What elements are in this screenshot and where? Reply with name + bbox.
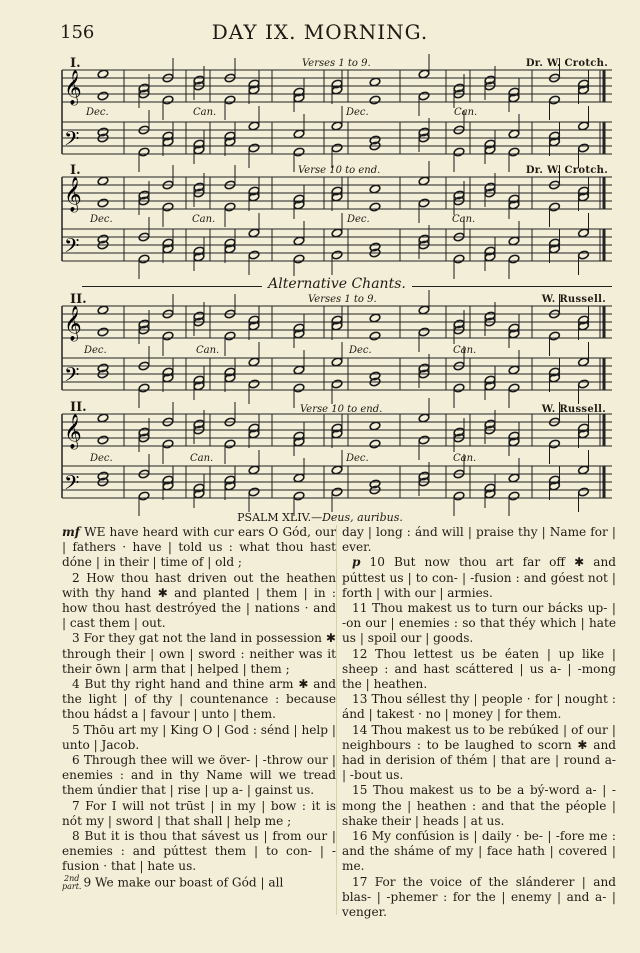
chant-label-can: Can. [193, 107, 217, 118]
note-head [248, 379, 260, 389]
chant-number: I. [70, 163, 81, 178]
psalm-verse [62, 875, 336, 891]
part-marker-bottom: part. [62, 881, 82, 891]
note-head [97, 176, 109, 186]
note-head [293, 365, 305, 375]
note-head [248, 465, 260, 475]
verse-text: 10 But now thou art far off ✱ and púttest us | to con- | -fusion : and góest not | forth | with our | armies. [342, 555, 616, 600]
treble-clef-icon: 𝄞 [64, 306, 82, 341]
chant-block [62, 163, 612, 273]
note-head [418, 305, 430, 315]
note-head [97, 413, 109, 423]
note-head [138, 383, 150, 393]
psalm-subtitle: Deus, auribus. [322, 511, 403, 524]
column-divider [336, 525, 337, 915]
chant-label-dec: Dec. [86, 107, 109, 118]
note-head [508, 383, 520, 393]
note-head [578, 487, 590, 497]
verse-text: WE have heard with cur ears O Gód, our | fathers · have | told us : what thou hast dóne | in their | time of | old ; [62, 525, 336, 570]
note-head [578, 143, 590, 153]
note-head [331, 143, 343, 153]
note-head [248, 250, 260, 260]
chant-number: II. [70, 292, 87, 307]
page-title: DAY IX. MORNING. [211, 20, 429, 44]
psalm-title: PSALM XLIV.— [237, 511, 323, 524]
bass-clef-icon: 𝄢 [64, 234, 80, 262]
note-head [508, 365, 520, 375]
note-head [331, 357, 343, 367]
note-head [418, 327, 430, 337]
chant-label-can: Can. [190, 453, 214, 464]
chant-composer: Dr. W. Crotch. [525, 165, 608, 176]
treble-clef-icon: 𝄞 [64, 177, 82, 212]
note-head [369, 77, 381, 87]
note-head [162, 202, 174, 212]
note-head [162, 331, 174, 341]
music-staff-score [62, 292, 612, 402]
note-head [369, 202, 381, 212]
chant-block [62, 56, 612, 166]
psalm-column-right [342, 525, 616, 920]
note-head [418, 69, 430, 79]
note-head [369, 331, 381, 341]
note-head [549, 95, 561, 105]
note-head [508, 236, 520, 246]
music-staff-score [62, 163, 612, 273]
note-head [331, 487, 343, 497]
verse-text: 9 We make our boast of Gód | all [83, 875, 284, 890]
note-head [578, 465, 590, 475]
chant-verses: Verse 10 to end. [300, 404, 383, 415]
note-head [293, 473, 305, 483]
psalm-verse: 2 How thou hast driven out the heathen with thy hand ✱ and planted | them | in : how thou hast destróyed the | nations · and | cast them | out. [62, 570, 336, 631]
music-staff-score [62, 56, 612, 166]
note-head [138, 254, 150, 264]
chant-composer: W. Russell. [541, 404, 606, 415]
chant-label-dec: Dec. [90, 214, 113, 225]
note-head [453, 254, 465, 264]
bass-clef-icon: 𝄢 [64, 363, 80, 391]
psalm-verse: 8 But it is thou that sávest us | from our | enemies : and púttest them | to con- | -fusion · that | hate us. [62, 829, 336, 874]
chant-label-can: Can. [453, 453, 477, 464]
note-head [224, 331, 236, 341]
note-head [508, 473, 520, 483]
psalm-verse: 12 Thou lettest us be éaten | up like | sheep : and hast scáttered | us a- | -mong the | heathen. [342, 646, 616, 692]
note-head [224, 202, 236, 212]
chant-verses: Verses 1 to 9. [302, 58, 371, 69]
psalm-verse: 7 For I will not trūst | in my | bow : it is nót my | sword | that shall | help me ; [62, 798, 336, 828]
note-head [224, 95, 236, 105]
chant-verses: Verses 1 to 9. [308, 294, 377, 305]
note-head [369, 184, 381, 194]
note-head [248, 228, 260, 238]
note-head [418, 91, 430, 101]
bass-clef-icon: 𝄢 [64, 127, 80, 155]
note-head [97, 69, 109, 79]
dynamic-marking: mf [62, 525, 80, 539]
note-head [97, 305, 109, 315]
music-staff-score [62, 400, 612, 510]
psalm-verse: 5 Thōu art my | King O | God : sénd | help | unto | Jacob. [62, 722, 336, 752]
note-head [248, 121, 260, 131]
note-head [293, 254, 305, 264]
note-head [578, 357, 590, 367]
note-head [248, 487, 260, 497]
note-head [248, 357, 260, 367]
note-head [508, 147, 520, 157]
note-head [97, 91, 109, 101]
psalm-verse: 16 My confúsion is | daily · be- | -fore me : and the sháme of my | face hath | covered | me. [342, 829, 616, 874]
psalm-column-left [62, 525, 336, 891]
psalm-verse [62, 525, 336, 571]
psalm-verse: 3 For they gat not the land in possession ✱ through their | own | sword : neither was it their ōwn | arm that | helped | them ; [62, 631, 336, 676]
note-head [97, 198, 109, 208]
chant-block [62, 400, 612, 510]
psalm-verse: 11 Thou makest us to turn our bácks up- | -on our | enemies : so that théy which | hate us | spoil our | goods. [342, 601, 616, 646]
chant-number: I. [70, 56, 81, 71]
chant-composer: W. Russell. [541, 294, 606, 305]
note-head [224, 439, 236, 449]
note-head [578, 379, 590, 389]
note-head [418, 413, 430, 423]
note-head [138, 491, 150, 501]
note-head [418, 435, 430, 445]
note-head [418, 176, 430, 186]
note-head [331, 379, 343, 389]
chant-label-dec: Dec. [349, 345, 372, 356]
note-head [369, 313, 381, 323]
chant-composer: Dr. W. Crotch. [525, 58, 608, 69]
treble-clef-icon: 𝄞 [64, 70, 82, 105]
note-head [369, 439, 381, 449]
note-head [138, 147, 150, 157]
chant-label-dec: Dec. [346, 453, 369, 464]
note-head [549, 439, 561, 449]
psalm-verse: 14 Thou makest us to be rebúked | of our | neighbours : to be laughed to scorn ✱ and had in derision of thém | that are | round a- | -bout us. [342, 722, 616, 783]
part-marker-top: 2nd [64, 873, 80, 883]
chant-label-can: Can. [192, 214, 216, 225]
psalm-heading [0, 511, 640, 524]
note-head [162, 95, 174, 105]
note-head [293, 147, 305, 157]
chant-label-can: Can. [453, 345, 477, 356]
psalm-verse [342, 555, 616, 601]
chant-label-dec: Dec. [347, 214, 370, 225]
psalm-verse: 17 For the voice of the slánderer | and blas- | -phemer : for the | enemy | and a- | venger. [342, 874, 616, 920]
note-head [578, 121, 590, 131]
psalm-verse: day | long : ánd will | praise thy | Name for | ever. [342, 525, 616, 555]
note-head [369, 421, 381, 431]
note-head [293, 383, 305, 393]
psalm-verse: 4 But thy right hand and thine arm ✱ and the light | of thy | countenance : because thou hádst a | favour | unto | them. [62, 677, 336, 722]
note-head [453, 147, 465, 157]
chant-label-can: Can. [196, 345, 220, 356]
chant-label-dec: Dec. [346, 107, 369, 118]
psalm-verse: 13 Thou séllest thy | people · for | nought : ánd | takest · no | money | for them. [342, 692, 616, 722]
bass-clef-icon: 𝄢 [64, 471, 80, 499]
note-head [508, 491, 520, 501]
note-head [293, 236, 305, 246]
alternative-chants-heading [62, 276, 612, 292]
note-head [549, 202, 561, 212]
note-head [369, 95, 381, 105]
chant-label-dec: Dec. [84, 345, 107, 356]
note-head [418, 198, 430, 208]
page-number: 156 [60, 22, 95, 43]
note-head [293, 491, 305, 501]
note-head [97, 327, 109, 337]
treble-clef-icon: 𝄞 [64, 414, 82, 449]
note-head [549, 331, 561, 341]
chant-verses: Verse 10 to end. [298, 165, 381, 176]
note-head [97, 435, 109, 445]
dynamic-marking: p [352, 555, 361, 570]
psalm-verse: 6 Through thee will we över- | -throw our | enemies : and in thy Name will we tread them úndier that | rise | up a- | gainst us. [62, 753, 336, 798]
note-head [508, 129, 520, 139]
chant-block [62, 292, 612, 402]
psalm-verse: 15 Thou makest us to be a bý-word a- | -mong the | heathen : and that the péople | shake their | heads | at us. [342, 783, 616, 828]
note-head [331, 250, 343, 260]
chant-number: II. [70, 400, 87, 415]
chant-label-can: Can. [454, 107, 478, 118]
note-head [578, 250, 590, 260]
chant-label-dec: Dec. [90, 453, 113, 464]
note-head [453, 383, 465, 393]
note-head [248, 143, 260, 153]
note-head [453, 491, 465, 501]
note-head [331, 465, 343, 475]
note-head [331, 121, 343, 131]
chant-label-can: Can. [452, 214, 476, 225]
part-marker [62, 875, 81, 891]
note-head [508, 254, 520, 264]
alternative-chants-title: Alternative Chants. [262, 276, 412, 292]
note-head [162, 439, 174, 449]
note-head [331, 228, 343, 238]
note-head [578, 228, 590, 238]
note-head [293, 129, 305, 139]
